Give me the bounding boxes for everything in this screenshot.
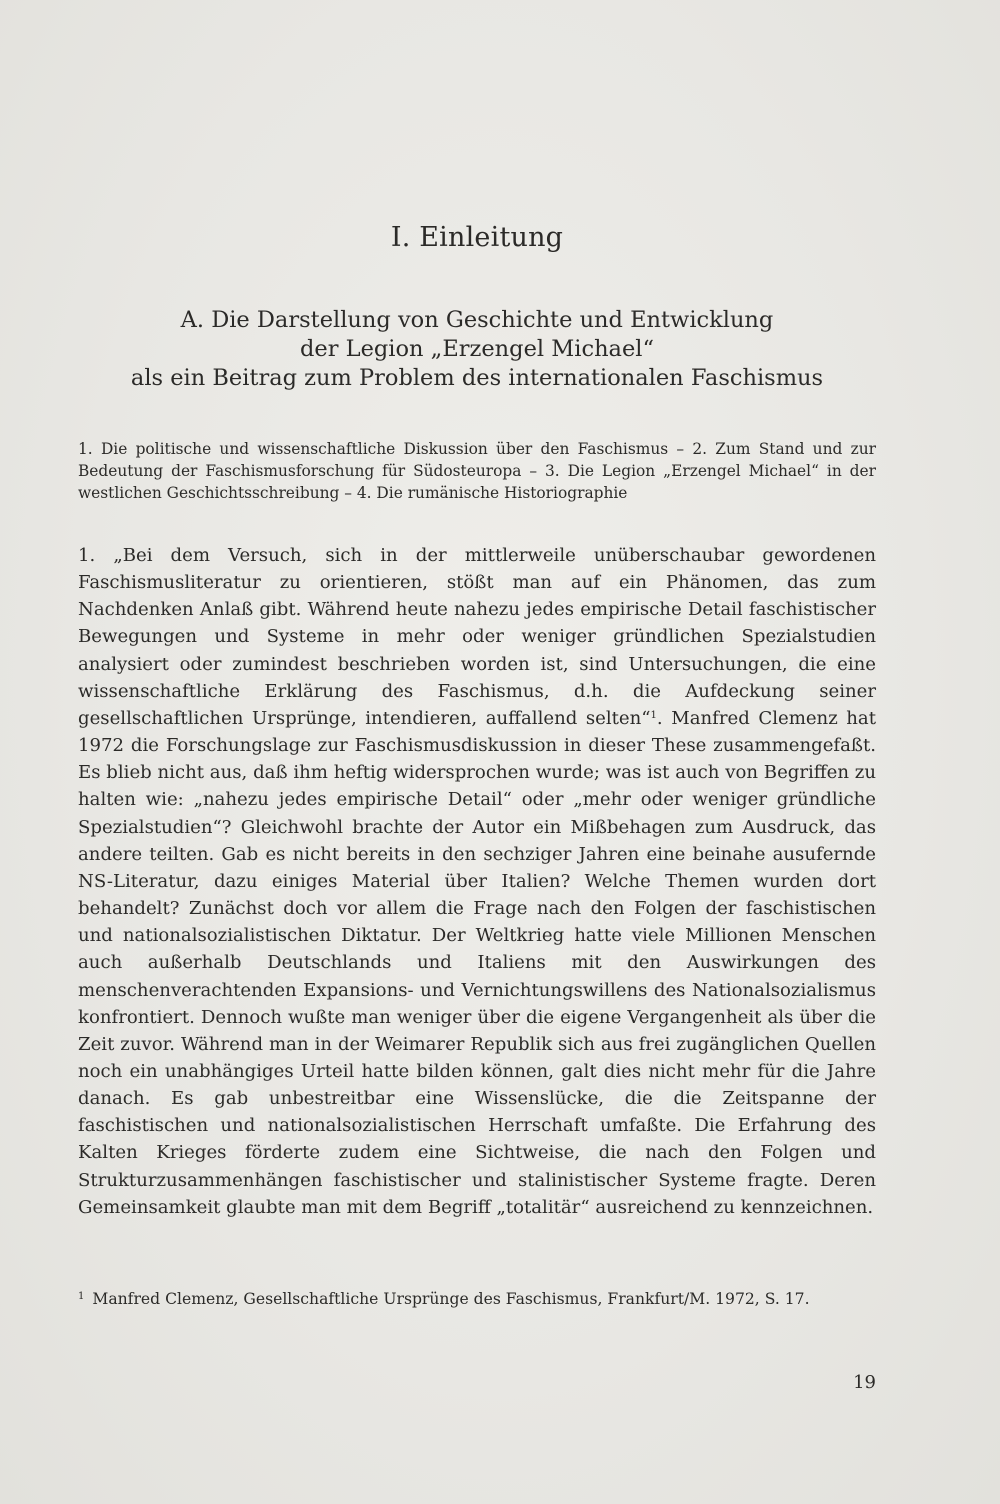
paragraph-start: 1. „Bei dem Versuch, sich in der mittlerweile unüberschaubar gewordenen Faschismusliteratur zu orientieren, stößt man auf ein Phänomen, das zum Nachdenken Anlaß gibt. Während heute nahezu jedes empirische Detail faschistischer Bewegungen und Systeme in mehr oder weniger gründlichen Spezialstudien analysiert oder zumindest beschrieben worden ist, sind Untersuchungen, die eine wissenschaftliche Erklärung des Faschismus, d.h. die Aufdeckung seiner gesellschaftlichen Ursprünge, intendieren, auffallend selten“ [78,545,876,729]
paragraph-rest: . Manfred Clemenz hat 1972 die Forschungslage zur Faschismusdiskussion in dieser These zusammengefaßt. Es blieb nicht aus, daß ihm heftig widersprochen wurde; was ist auch von Begriffen zu halten wie: „nahezu jedes empirische Detail“ oder „mehr oder weniger gründliche Spezialstudien“? Gleichwohl brachte der Autor ein Mißbehagen zum Ausdruck, das andere teilten. Gab es nicht bereits in den sechziger Jahren eine beinahe ausufernde NS-Literatur, dazu einiges Material über Italien? Welche Themen wurden dort behandelt? Zunächst doch vor allem die Frage nach den Folgen der faschistischen und nationalsozialistischen Diktatur. Der Weltkrieg hatte viele Millionen Menschen auch außerhalb Deutschlands und Italiens mit den Auswirkungen des menschenverachtenden Expansions- und Vernichtungswillens des Nationalsozialismus konfrontiert. Dennoch wußte man weniger über die eigene Vergangenheit als über die Zeit zuvor. Während man in der Weimarer Republik sich aus frei zugänglichen Quellen noch ein unabhängiges Urteil hatte bilden können, galt dies nicht mehr für die Jahre danach. Es gab unbestreitbar eine Wissenslücke, die die Zeitspanne der faschistischen und nationalsozialistischen Herrschaft umfaßte. Die Erfahrung des Kalten Krieges förderte zudem eine Sichtweise, die nach den Folgen und Strukturzusammenhängen faschistischer und stalinistischer Systeme fragte. Deren Gemeinsamkeit glaubte man mit dem Begriff „totalitär“ ausreichend zu kennzeichnen. [78,707,876,1218]
section-title-line-1: A. Die Darstellung von Geschichte und Entwicklung [180,307,774,333]
section-title-line-2: der Legion „Erzengel Michael“ [300,336,654,362]
page-number: 19 [853,1372,876,1393]
body-paragraph [78,542,876,1221]
footnote-number: 1 [78,1291,85,1302]
chapter-title: I. Einleitung [390,222,564,253]
footnote [78,1288,876,1310]
footnote-text: Manfred Clemenz, Gesellschaftliche Ursprünge des Faschismus, Frankfurt/M. 1972, S. 17. [92,1290,810,1308]
section-title [78,306,876,393]
section-summary: 1. Die politische und wissenschaftliche Diskussion über den Faschismus – 2. Zum Stand und zur Bedeutung der Faschismusforschung für Südosteuropa – 3. Die Legion „Erzengel Michael“ in der westlichen Geschichtsschreibung – 4. Die rumänische Historiographie [78,440,876,502]
footnote-reference: 1 [650,709,657,721]
section-title-line-3: als ein Beitrag zum Problem des internationalen Faschismus [130,365,824,391]
